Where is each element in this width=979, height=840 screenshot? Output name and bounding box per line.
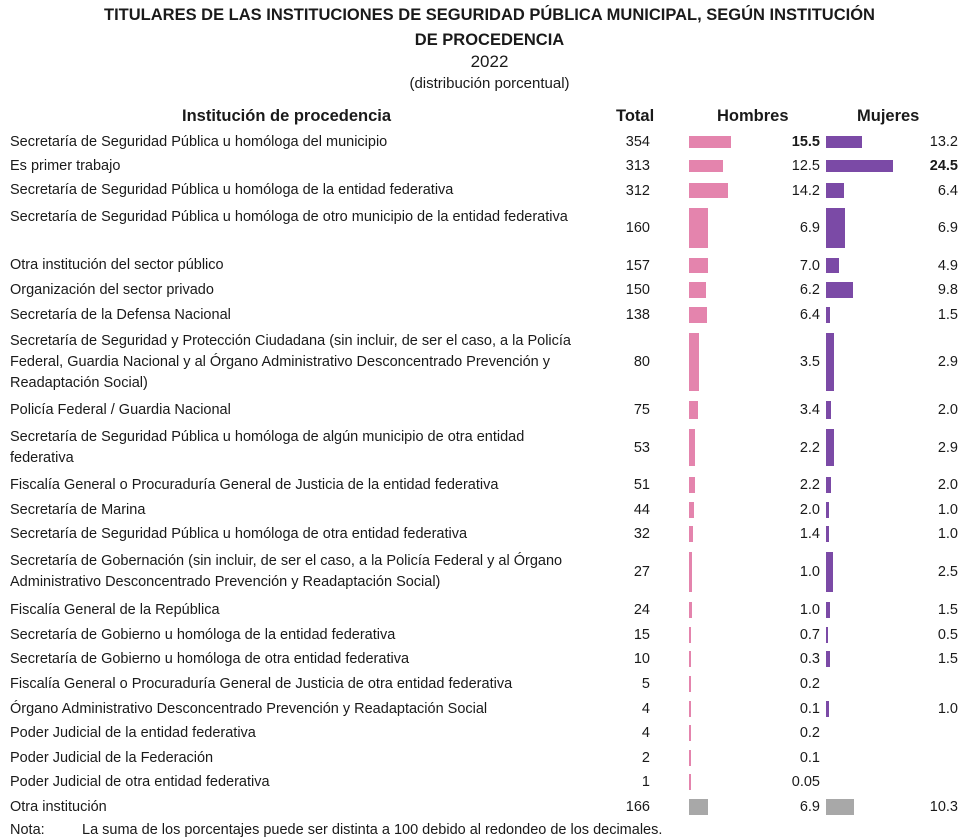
value-label-men: 6.9	[799, 799, 820, 815]
value-label-women: 2.0	[937, 477, 958, 493]
value-label-men: 12.5	[791, 158, 820, 174]
value-label-men: 0.1	[799, 750, 820, 766]
value-label-women: 2.9	[937, 354, 958, 370]
bar-women	[826, 282, 853, 298]
total-value: 150	[625, 282, 650, 298]
bar-men	[689, 401, 698, 419]
bar-men	[689, 429, 695, 466]
value-label-men: 1.0	[799, 564, 820, 580]
bar-women	[826, 552, 833, 592]
value-label-men: 6.9	[799, 220, 820, 236]
value-label-women: 1.0	[937, 526, 958, 542]
value-label-men: 0.3	[799, 651, 820, 667]
total-value: 157	[625, 257, 650, 274]
value-label-men: 7.0	[799, 257, 820, 274]
chart-title-line1: TITULARES DE LAS INSTITUCIONES DE SEGURIDAD PÚBLICA MUNICIPAL, SEGÚN INSTITUCIÓN	[104, 6, 875, 24]
total-value: 10	[633, 651, 650, 667]
category-label: Secretaría de Seguridad Pública u homóloga del municipio	[10, 133, 388, 150]
bar-women	[826, 258, 839, 273]
value-label-women: 4.9	[937, 257, 958, 274]
value-label-men: 0.1	[799, 701, 820, 717]
bar-men	[689, 676, 691, 692]
category-label: Organización del sector privado	[10, 281, 214, 298]
bar-women	[826, 651, 830, 667]
bar-men	[689, 552, 692, 592]
category-label: Órgano Administrativo Desconcentrado Prevención y Readaptación Social	[10, 700, 488, 717]
category-label: Poder Judicial de otra entidad federativa	[10, 773, 270, 790]
value-label-women: 1.5	[937, 651, 958, 667]
chart-subtitle: (distribución porcentual)	[409, 75, 570, 92]
total-value: 53	[633, 439, 650, 456]
footnote	[10, 822, 662, 838]
total-value: 160	[625, 220, 650, 236]
bar-women	[826, 307, 830, 323]
value-label-men: 3.4	[799, 402, 820, 418]
value-label-men: 0.7	[799, 627, 820, 643]
bar-women	[826, 429, 834, 466]
bar-men	[689, 526, 693, 542]
value-label-women: 9.8	[937, 282, 958, 298]
bar-men	[689, 333, 699, 391]
bar-men	[689, 627, 691, 643]
total-value: 5	[641, 676, 650, 692]
total-value: 166	[625, 799, 650, 815]
header-total: Total	[616, 107, 655, 125]
total-value: 1	[641, 774, 650, 790]
bar-men	[689, 502, 694, 518]
bar-women	[826, 401, 831, 419]
category-label: Poder Judicial de la entidad federativa	[10, 724, 256, 741]
category-label: Secretaría de Seguridad Pública u homóloga de otro municipio de la entidad federativa	[10, 209, 568, 225]
bar-men	[689, 799, 708, 815]
bar-men	[689, 282, 706, 298]
value-label-men: 3.5	[799, 354, 820, 370]
category-label: Otra institución	[10, 798, 107, 815]
bar-women	[826, 799, 854, 815]
total-value: 75	[633, 402, 650, 418]
total-value: 354	[625, 134, 650, 150]
value-label-men: 0.2	[799, 725, 820, 741]
bar-men	[689, 477, 695, 493]
category-label: Fiscalía General o Procuraduría General de Justicia de otra entidad federativa	[10, 675, 513, 692]
bar-men	[689, 774, 691, 790]
total-value: 44	[633, 502, 650, 518]
bar-men	[689, 183, 728, 198]
value-label-women: 1.0	[937, 502, 958, 518]
value-label-men: 2.2	[799, 439, 820, 456]
bar-women	[826, 333, 834, 391]
value-label-men: 14.2	[791, 182, 820, 199]
category-label: Secretaría de Seguridad Pública u homóloga de algún municipio de otra entidad federativa	[10, 428, 525, 466]
category-label: Poder Judicial de la Federación	[10, 749, 214, 766]
value-label-men: 1.0	[799, 602, 820, 618]
bar-women	[826, 477, 831, 493]
category-label: Fiscalía General o Procuraduría General de Justicia de la entidad federativa	[10, 476, 499, 493]
bar-men	[689, 136, 731, 148]
value-label-women: 6.9	[937, 220, 958, 236]
category-label: Secretaría de Marina	[10, 501, 146, 518]
total-value: 4	[641, 701, 650, 717]
total-value: 80	[633, 354, 650, 370]
value-label-women: 2.0	[937, 402, 958, 418]
category-label: Secretaría de Gobierno u homóloga de otra entidad federativa	[10, 650, 410, 667]
header-women: Mujeres	[857, 107, 920, 125]
bar-men	[689, 725, 691, 741]
value-label-women: 6.4	[937, 182, 958, 199]
category-label: Secretaría de Seguridad Pública u homóloga de la entidad federativa	[10, 182, 454, 198]
total-value: 138	[625, 307, 650, 323]
bar-women	[826, 701, 829, 717]
total-value: 15	[633, 627, 650, 643]
bar-women	[826, 183, 844, 198]
value-label-men: 6.4	[799, 307, 820, 323]
bar-men	[689, 651, 691, 667]
value-label-men: 0.2	[799, 676, 820, 692]
total-value: 2	[641, 750, 650, 766]
header-institution: Institución de procedencia	[182, 107, 392, 125]
category-label: Secretaría de Gobernación (sin incluir, de ser el caso, a la Policía Federal y al Órgano Administrativo Desconcentrado Prevención y Readaptación Social)	[10, 553, 563, 590]
value-label-men: 6.2	[799, 282, 820, 298]
value-label-men: 0.05	[791, 774, 820, 790]
bar-women	[826, 136, 862, 148]
total-value: 27	[633, 564, 650, 580]
value-label-men: 2.0	[799, 502, 820, 518]
value-label-women: 10.3	[929, 799, 958, 815]
chart-title-line2: DE PROCEDENCIA	[414, 31, 565, 49]
bar-men	[689, 208, 708, 248]
bar-women	[826, 526, 829, 542]
value-label-men: 1.4	[799, 526, 820, 542]
total-value: 4	[641, 725, 650, 741]
total-value: 312	[625, 182, 650, 199]
total-value: 313	[625, 158, 650, 174]
category-label: Fiscalía General de la República	[10, 601, 220, 618]
value-label-women: 24.5	[929, 158, 958, 174]
category-label: Es primer trabajo	[10, 157, 121, 174]
value-label-women: 2.9	[937, 439, 958, 456]
category-label: Policía Federal / Guardia Nacional	[10, 401, 231, 418]
category-label: Secretaría de Seguridad Pública u homóloga de otra entidad federativa	[10, 525, 468, 542]
category-label: Secretaría de Gobierno u homóloga de la entidad federativa	[10, 626, 396, 643]
bar-men	[689, 602, 692, 618]
footnote-text: La suma de los porcentajes puede ser distinta a 100 debido al redondeo de los decimales.	[82, 822, 663, 838]
value-label-women: 1.5	[937, 602, 958, 618]
value-label-women: 0.5	[937, 627, 958, 643]
value-label-men: 2.2	[799, 477, 820, 493]
bar-men	[689, 307, 707, 323]
total-value: 24	[633, 602, 650, 618]
bar-men	[689, 258, 708, 273]
value-label-women: 1.5	[937, 307, 958, 323]
bar-women	[826, 627, 828, 643]
value-label-women: 1.0	[937, 701, 958, 717]
bar-women	[826, 208, 845, 248]
bar-women	[826, 160, 893, 172]
value-label-men: 15.5	[791, 134, 820, 150]
footnote-label: Nota:	[10, 822, 45, 838]
category-label: Secretaría de Seguridad y Protección Ciudadana (sin incluir, de ser el caso, a la Policía Federal, Guardia Nacional y al Órgano Administrativo Desconcentrado Prevención y Readaptación Social)	[10, 332, 571, 391]
total-value: 51	[633, 477, 650, 493]
total-value: 32	[633, 526, 650, 542]
bar-women	[826, 602, 830, 618]
bar-women	[826, 502, 829, 518]
category-label: Secretaría de la Defensa Nacional	[10, 306, 231, 323]
header-men: Hombres	[717, 107, 789, 125]
bar-men	[689, 750, 691, 766]
category-label: Otra institución del sector público	[10, 257, 224, 273]
chart-year: 2022	[470, 52, 509, 71]
bar-men	[689, 701, 691, 717]
value-label-women: 13.2	[929, 134, 958, 150]
bar-men	[689, 160, 723, 172]
value-label-women: 2.5	[937, 564, 958, 580]
